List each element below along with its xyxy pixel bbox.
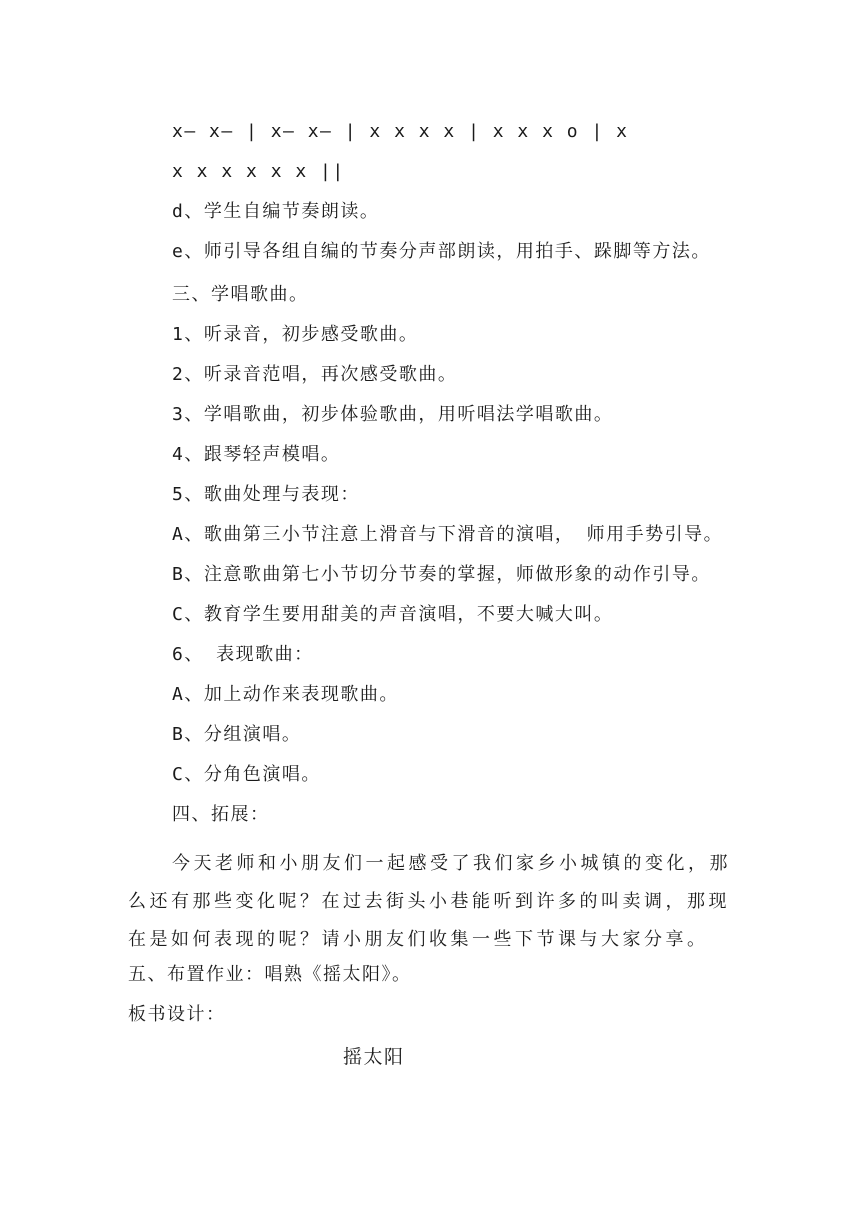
- item-4: 4、跟琴轻声模唱。: [172, 444, 341, 465]
- rhythm-line-2: x x x x x x ||: [172, 161, 345, 182]
- item-6c: C、分角色演唱。: [172, 764, 321, 785]
- item-2: 2、听录音范唱，再次感受歌曲。: [172, 364, 458, 385]
- section-4-heading: 四、拓展：: [172, 804, 270, 825]
- section-3-heading: 三、学唱歌曲。: [172, 284, 309, 305]
- step-e: e、师引导各组自编的节奏分声部朗读，用拍手、跺脚等方法。: [172, 241, 711, 262]
- item-6b: B、分组演唱。: [172, 724, 302, 745]
- section-5-homework: 五、布置作业：唱熟《摇太阳》。: [128, 964, 412, 985]
- rhythm-line-1: x— x— | x— x— | x x x x | x x x o | x: [172, 121, 629, 142]
- extension-paragraph: 今天老师和小朋友们一起感受了我们家乡小城镇的变化，那么还有那些变化呢？在过去街头小巷能听到许多的叫卖调，那现在是如何表现的呢？请小朋友们收集一些下节课与大家分享。: [128, 853, 731, 950]
- board-title: 摇太阳: [343, 1046, 405, 1068]
- board-design-label: 板书设计：: [128, 1004, 226, 1025]
- item-6: 6、 表现歌曲：: [172, 644, 314, 665]
- item-6a: A、加上动作来表现歌曲。: [172, 684, 399, 705]
- item-1: 1、听录音，初步感受歌曲。: [172, 324, 419, 345]
- item-5b: B、注意歌曲第七小节切分节奏的掌握，师做形象的动作引导。: [172, 564, 711, 585]
- item-5c: C、教育学生要用甜美的声音演唱，不要大喊大叫。: [172, 604, 614, 625]
- item-5a: A、歌曲第三小节注意上滑音与下滑音的演唱， 师用手势引导。: [172, 524, 724, 545]
- item-3: 3、学唱歌曲，初步体验歌曲，用听唱法学唱歌曲。: [172, 404, 614, 425]
- item-5: 5、歌曲处理与表现：: [172, 484, 360, 505]
- step-d: d、学生自编节奏朗读。: [172, 201, 380, 222]
